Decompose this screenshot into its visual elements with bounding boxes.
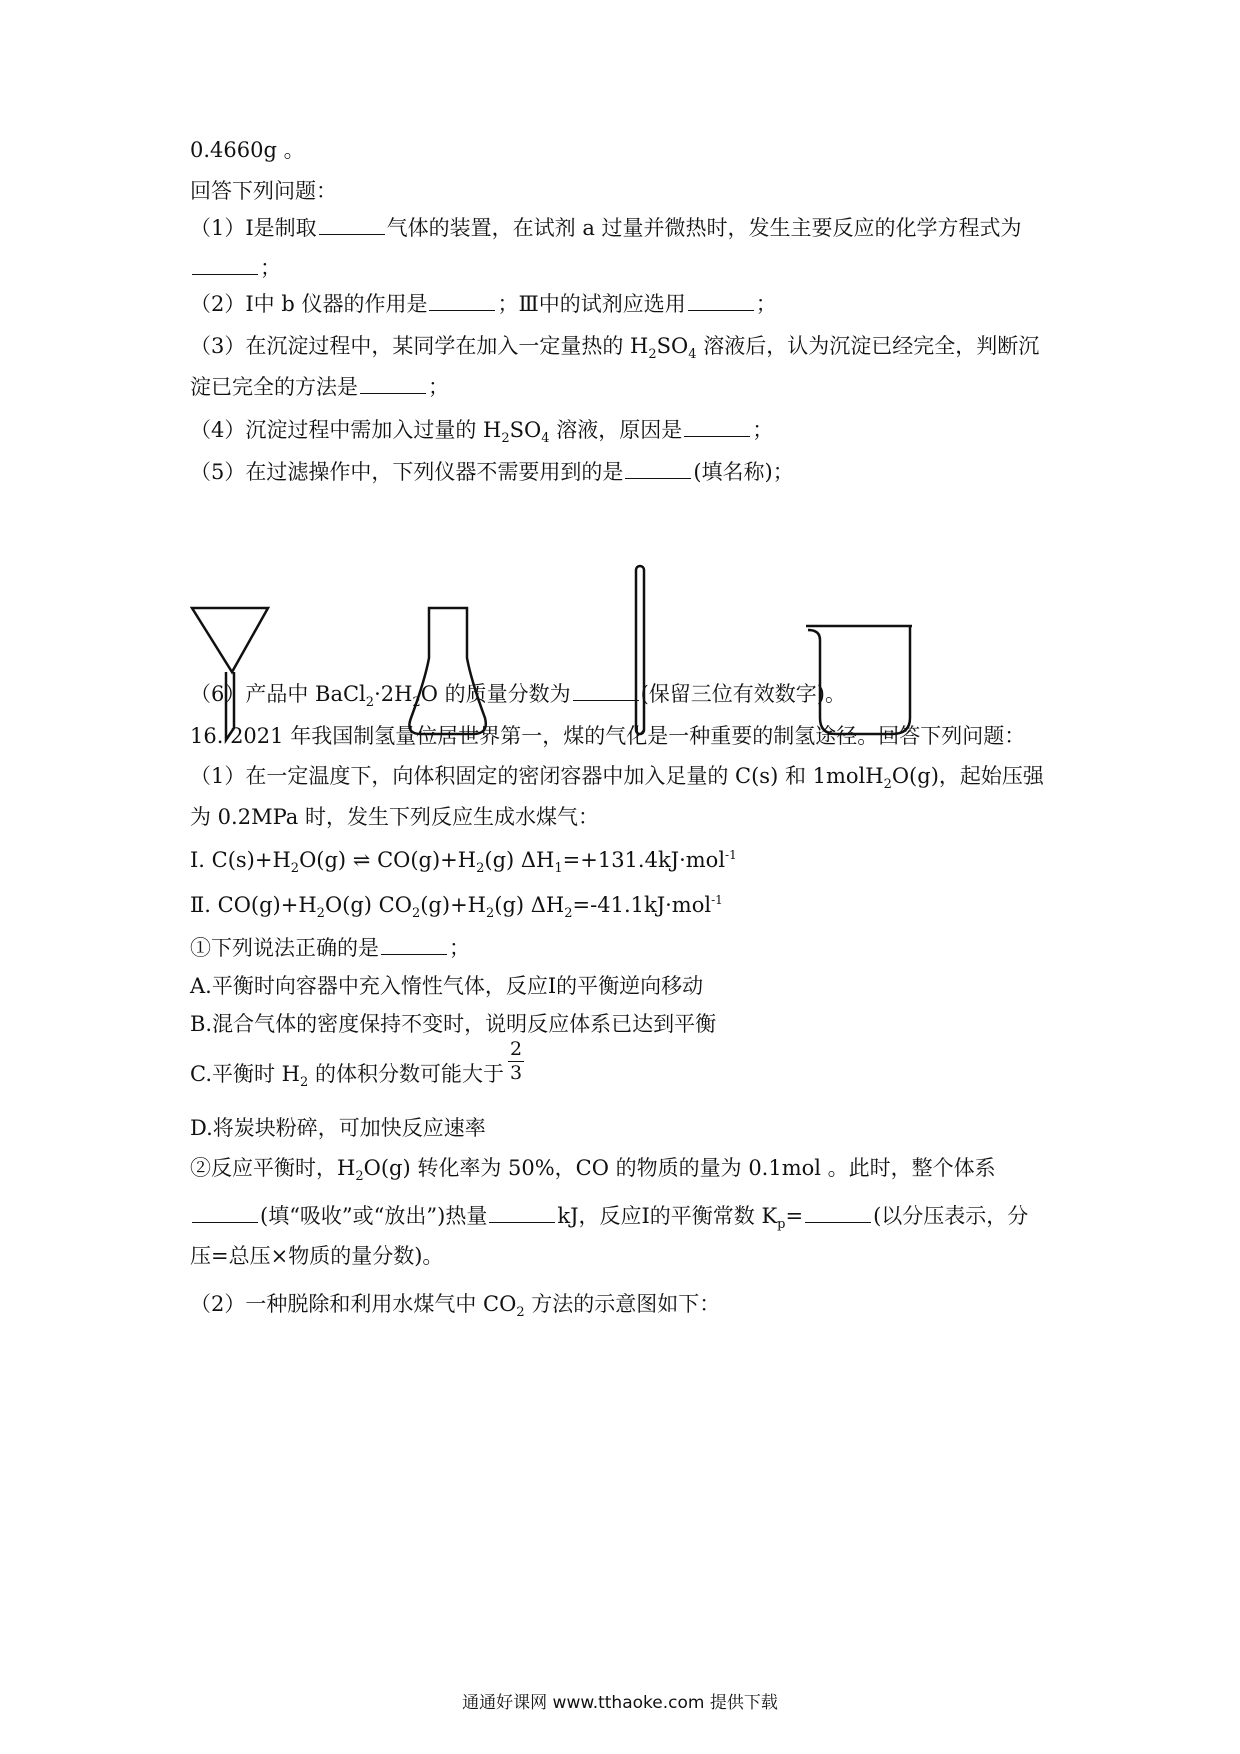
subscript: 2 <box>412 695 421 711</box>
answer-blank <box>360 379 426 394</box>
text: （1）I是制取 <box>190 216 317 240</box>
subscript: 2 <box>485 906 495 922</box>
text: 气体的装置，在试剂 a 过量并微热时，发生主要反应的化学方程式为 <box>386 216 1022 240</box>
text: Ⅱ. CO(g)+H <box>190 893 317 917</box>
option-d: D.将炭块粉碎，可加快反应速率 <box>190 1116 486 1140</box>
text: （5）在过滤操作中，下列仪器不需要用到的是 <box>190 460 624 484</box>
subscript: p <box>777 1217 786 1233</box>
problem-16: 16. 2021 年我国制氢量位居世界第一，煤的气化是一种重要的制氢途径。回答下列问题： <box>190 724 1026 748</box>
subquestion-1 <box>190 938 470 959</box>
subscript: 2 <box>411 906 421 922</box>
text: kJ，反应I的平衡常数 K <box>557 1204 778 1228</box>
subscript: 2 <box>564 906 573 922</box>
text: (g) ΔH <box>484 848 555 872</box>
subscript: 2 <box>355 1169 364 1185</box>
subscript: 2 <box>501 431 510 447</box>
question-3-cont <box>190 377 449 398</box>
text: （2）I中 b 仪器的作用是 <box>190 292 428 316</box>
superscript: -1 <box>725 848 737 862</box>
text: SO <box>509 418 542 442</box>
text: (g) ΔH <box>494 893 565 917</box>
subscript: 2 <box>316 906 325 922</box>
reaction-1 <box>190 849 737 875</box>
subquestion-2-cont2: 压=总压×物质的量分数)。 <box>190 1244 444 1268</box>
subscript: 4 <box>688 347 697 363</box>
funnel-icon <box>192 608 268 740</box>
subscript: 2 <box>365 695 375 711</box>
footer-watermark: 通通好课网 www.tthaoke.com 提供下载 <box>462 1693 778 1713</box>
problem-16-part1 <box>190 766 1044 791</box>
question-4 <box>190 420 773 445</box>
text: O 的质量分数为 <box>420 682 571 706</box>
text: SO <box>656 334 689 358</box>
question-1 <box>190 218 1022 239</box>
text: ； <box>449 936 470 960</box>
option-c <box>190 1038 524 1097</box>
subquestion-2 <box>190 1158 996 1183</box>
text: C.平衡时 H <box>190 1062 300 1086</box>
fraction <box>508 1040 524 1083</box>
text: ； <box>755 292 777 316</box>
answer-blank <box>625 464 691 479</box>
text-line: 回答下列问题： <box>190 179 337 203</box>
answer-blank <box>688 296 754 311</box>
subscript: 4 <box>541 431 550 447</box>
text: （2）一种脱除和利用水煤气中 CO <box>190 1292 517 1316</box>
text: （4）沉淀过程中需加入过量的 H <box>190 418 502 442</box>
problem-16-part2 <box>190 1294 720 1319</box>
subscript: 2 <box>476 861 485 877</box>
answer-blank <box>684 422 750 437</box>
subscript: 2 <box>299 1075 309 1091</box>
text: I. C(s)+H <box>190 848 291 872</box>
question-1-cont <box>190 258 281 279</box>
text: (以分压表示，分 <box>873 1204 1029 1228</box>
text: ②反应平衡时，H <box>190 1156 356 1180</box>
superscript: -1 <box>711 893 723 907</box>
lab-apparatus-figure <box>180 560 1080 750</box>
subscript: 2 <box>648 347 657 363</box>
answer-blank <box>381 940 447 955</box>
text: (填“吸收”或“放出”)热量 <box>260 1204 488 1228</box>
beaker-icon <box>806 626 912 734</box>
answer-blank <box>429 296 495 311</box>
text-line: 0.4660g 。 <box>190 138 305 162</box>
text: 淀已完全的方法是 <box>190 375 358 399</box>
text: 方法的示意图如下： <box>524 1292 721 1316</box>
text: （1）在一定温度下，向体积固定的密闭容器中加入足量的 C(s) 和 1molH <box>190 764 884 788</box>
question-3 <box>190 336 1039 361</box>
answer-blank <box>573 686 639 701</box>
subscript: 2 <box>883 777 892 793</box>
text: O(g) CO <box>324 893 412 917</box>
text: ；Ⅲ中的试剂应选用 <box>497 292 686 316</box>
reaction-2 <box>190 894 723 920</box>
subquestion-2-cont <box>190 1206 1028 1231</box>
question-6 <box>190 684 846 709</box>
text: ； <box>428 375 449 399</box>
text: 溶液后，认为沉淀已经完全，判断沉 <box>696 334 1040 358</box>
text: 溶液，原因是 <box>549 418 683 442</box>
subscript: 1 <box>554 861 563 877</box>
text: (g)+H <box>420 893 486 917</box>
text: ； <box>752 418 774 442</box>
subscript: 2 <box>290 861 300 877</box>
problem-16-part1-cont: 为 0.2MPa 时，发生下列反应生成水煤气： <box>190 805 599 829</box>
question-2 <box>190 294 777 315</box>
text: O(g) 转化率为 50%，CO 的物质的量为 0.1mol 。此时，整个体系 <box>363 1156 996 1180</box>
option-a: A.平衡时向容器中充入惰性气体，反应I的平衡逆向移动 <box>190 974 704 998</box>
numerator: 2 <box>509 1038 523 1060</box>
answer-blank <box>805 1208 871 1223</box>
conical-flask-icon <box>409 608 485 734</box>
text: =+131.4kJ·mol <box>562 848 726 872</box>
text: ； <box>260 256 281 280</box>
option-b: B.混合气体的密度保持不变时，说明反应体系已达到平衡 <box>190 1012 717 1036</box>
text: (保留三位有效数字)。 <box>640 682 846 706</box>
question-5 <box>190 462 794 483</box>
text: O(g) ⇌ CO(g)+H <box>299 848 477 872</box>
text: （6）产品中 BaCl <box>190 682 366 706</box>
text: （3）在沉淀过程中，某同学在加入一定量热的 H <box>190 334 649 358</box>
text: (填名称)； <box>693 460 794 484</box>
answer-blank <box>489 1208 555 1223</box>
text: ①下列说法正确的是 <box>190 936 379 960</box>
text: ·2H <box>374 682 413 706</box>
text: 的体积分数可能大于 <box>308 1062 504 1086</box>
answer-blank <box>192 260 258 275</box>
answer-blank <box>192 1208 258 1223</box>
text: =-41.1kJ·mol <box>572 893 712 917</box>
denominator: 3 <box>509 1062 523 1084</box>
subscript: 2 <box>516 1305 525 1321</box>
text: O(g)，起始压强 <box>891 764 1044 788</box>
answer-blank <box>319 220 385 235</box>
text: = <box>785 1204 804 1228</box>
